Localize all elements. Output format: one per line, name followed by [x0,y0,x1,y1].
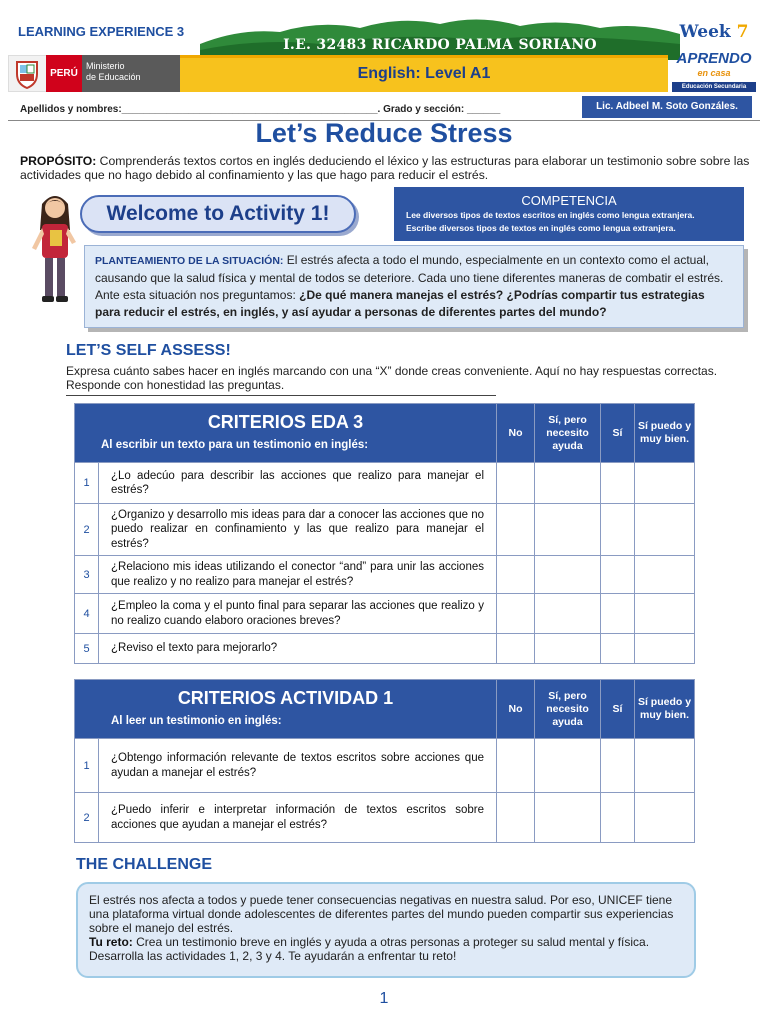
checkbox-cell[interactable] [601,739,635,793]
competencia-line-1: Lee diversos tipos de textos escritos en inglés como lengua extranjera. [406,210,695,220]
col-si: Sí [601,404,635,463]
week-number: 7 [736,22,749,42]
ministry-label [82,55,180,92]
checkbox-cell[interactable] [497,739,535,793]
checkbox-cell[interactable] [635,793,695,843]
situation-label: PLANTEAMIENTO DE LA SITUACIÓN: [95,255,284,267]
checkbox-cell[interactable] [535,463,601,504]
table2-title: CRITERIOS ACTIVIDAD 1 [177,688,394,708]
teacher-badge: Lic. Adbeel M. Soto Gonzáles. [582,96,752,118]
col-si-pero: Sí, pero necesito ayuda [535,680,601,739]
coat-of-arms-icon [14,59,40,89]
table-row [75,739,695,793]
checkbox-cell[interactable] [535,739,601,793]
checkbox-cell[interactable] [635,504,695,556]
checkbox-cell[interactable] [601,504,635,556]
checkbox-cell[interactable] [497,556,535,594]
table-row [75,463,695,504]
page-number: 1 [379,990,389,1007]
self-assess-heading: LET’S SELF ASSESS! [66,342,231,359]
table2-subtitle: Al leer un testimonio en inglés: [111,715,282,727]
table-row [75,556,695,594]
situation-box [84,245,744,328]
situation-text: El estrés afecta a todo el mundo, especialmente en un contexto como el actual, causando que la salud física y mental de todos se deteriore. Cada uno tiene diferentes maneras de combatir el estrés. Ante esta situación nos preguntamos: [95,253,724,302]
criterion-text: ¿Relaciono mis ideas utilizando el conector “and” para unir las acciones que realizo y no realizo para manejar el estrés? [99,556,497,594]
challenge-heading: THE CHALLENGE [76,856,212,873]
situation-question: ¿De qué manera manejas el estrés? ¿Podrías compartir tus estrategias para reducir el estrés, en inglés, y así ayudar a personas de diferentes partes del mundo? [95,288,705,319]
row-number: 2 [75,793,99,843]
week-badge [676,22,752,42]
checkbox-cell[interactable] [497,504,535,556]
checkbox-cell[interactable] [601,463,635,504]
table2-header [75,680,497,739]
table-row [75,793,695,843]
col-si: Sí [601,680,635,739]
checkbox-cell[interactable] [535,556,601,594]
purpose-text: Comprenderás textos cortos en inglés deduciendo el léxico y las estructuras para elaborar un testimonio sobre sobre las actividades que no hago debido al confinamiento y las que hago para reducir el estrés. [20,154,750,182]
criterion-text: ¿Puedo inferir e interpretar información de textos escritos sobre acciones que ayudan a manejar el estrés? [99,793,497,843]
checkbox-cell[interactable] [535,634,601,664]
checkbox-cell[interactable] [497,634,535,664]
school-name: I.E. 32483 RICARDO PALMA SORIANO [283,37,597,53]
aprendo-label: APRENDO [676,50,752,67]
course-level: English: Level A1 [180,55,668,92]
checkbox-cell[interactable] [497,793,535,843]
purpose-paragraph [20,154,755,182]
checkbox-cell[interactable] [497,463,535,504]
table1-subtitle: Al escribir un texto para un testimonio en inglés: [101,439,369,451]
checkbox-cell[interactable] [601,793,635,843]
checkbox-cell[interactable] [635,463,695,504]
checkbox-cell[interactable] [601,556,635,594]
row-number: 1 [75,463,99,504]
table1-header [75,404,497,463]
checkbox-cell[interactable] [635,634,695,664]
competencia-title: COMPETENCIA [521,193,617,208]
col-si-pero: Sí, pero necesito ayuda [535,404,601,463]
reto-text: Crea un testimonio breve en inglés y ayuda a otras personas a proteger su salud mental y física. Desarrolla las actividades 1, 2, 3 y 4. Te ayudarán a enfrentar tu reto! [89,935,650,963]
col-no: No [497,404,535,463]
checkbox-cell[interactable] [601,634,635,664]
criterion-text: ¿Reviso el texto para mejorarlo? [99,634,497,664]
purpose-label: PROPÓSITO: [20,154,97,168]
aprendo-sub: en casa [697,68,731,78]
criterion-text: ¿Obtengo información relevante de textos escritos sobre acciones que ayudan a manejar el estrés? [99,739,497,793]
welcome-banner: Welcome to Activity 1! [80,195,356,233]
ministry-line-2: de Educación [86,72,141,82]
intro-underline [66,395,496,396]
criterion-text: ¿Empleo la coma y el punto final para separar las acciones que realizo y no realizo cuando elaboro oraciones breves? [99,594,497,634]
challenge-box [76,882,696,978]
checkbox-cell[interactable] [497,594,535,634]
student-girl-illustration [28,190,82,308]
learning-experience-label: LEARNING EXPERIENCE 3 [18,24,185,39]
checkbox-cell[interactable] [535,594,601,634]
checkbox-cell[interactable] [535,504,601,556]
criteria-table-activity1 [74,679,695,843]
col-no: No [497,680,535,739]
peru-label: PERÚ [46,55,82,92]
row-number: 2 [75,504,99,556]
week-label: Week [679,22,731,42]
student-name-line: Apellidos y nombres:______________________________________________. Grado y sección: ______ [20,104,501,115]
col-si-puedo: Sí puedo y muy bien. [635,680,695,739]
table-row [75,504,695,556]
table-row [75,634,695,664]
self-assess-intro: Expresa cuánto sabes hacer en inglés marcando con una “X” donde creas conveniente. Aquí no hay respuestas correctas. Responde con honestidad las preguntas. [66,364,718,392]
challenge-text: El estrés nos afecta a todos y puede tener consecuencias negativas en nuestra salud. Por eso, UNICEF tiene una plataforma virtual donde adolescentes de diferentes partes del mundo pueden compartir sus experiencias sobre el manejo del estrés. [89,893,674,935]
ministry-line-1: Ministerio [86,61,125,71]
col-si-puedo: Sí puedo y muy bien. [635,404,695,463]
row-number: 1 [75,739,99,793]
table-row [75,594,695,634]
aprendo-en-casa-logo [672,52,756,80]
row-number: 4 [75,594,99,634]
checkbox-cell[interactable] [601,594,635,634]
competencia-box [394,187,744,241]
criteria-table-eda3 [74,403,695,664]
table1-title: CRITERIOS EDA 3 [207,412,364,432]
reto-label: Tu reto: [89,935,133,949]
criterion-text: ¿Organizo y desarrollo mis ideas para dar a conocer las acciones que no puedo realizar en confinamiento y las que realizo para manejar el estrés? [99,504,497,556]
criterion-text: ¿Lo adecúo para describir las acciones que realizo para manejar el estrés? [99,463,497,504]
secondary-education-label: Educación Secundaria [672,82,756,92]
checkbox-cell[interactable] [535,793,601,843]
checkbox-cell[interactable] [635,594,695,634]
page-title: Let’s Reduce Stress [255,118,513,148]
competencia-line-2: Escribe diversos tipos de textos en inglés como lengua extranjera. [406,223,676,233]
checkbox-cell[interactable] [635,556,695,594]
row-number: 5 [75,634,99,664]
row-number: 3 [75,556,99,594]
checkbox-cell[interactable] [635,739,695,793]
